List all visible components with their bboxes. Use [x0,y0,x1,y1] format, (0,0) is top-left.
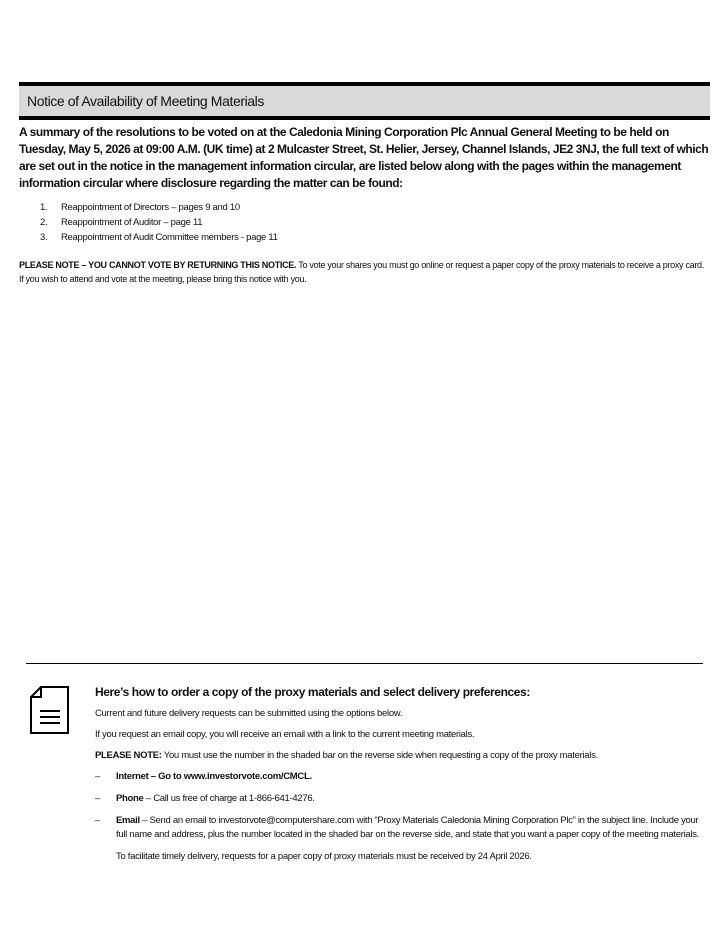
vote-note [19,258,709,286]
note-label: PLEASE NOTE: [95,750,162,761]
item-text: Reappointment of Directors – pages 9 and 10 [61,202,240,213]
option-label: Email [116,815,140,826]
section-header [19,82,710,120]
option-text: – Go to [148,771,184,782]
order-heading: Here’s how to order a copy of the proxy materials and select delivery preferences: [95,685,530,699]
dash: – [95,793,100,804]
order-note [95,749,705,762]
note-bold: PLEASE NOTE – YOU CANNOT VOTE BY RETURNING THIS NOTICE. [19,260,297,270]
option-internet [95,770,705,784]
note-text: You must use the number in the shaded bar on the reverse side when requesting a copy of the proxy materials. [161,750,598,761]
option-text: – Call us free of charge at 1-866-641-4276. [143,793,315,804]
option-phone [95,792,705,806]
option-text: – Send an email to investorvote@computershare.com with “Proxy Materials Caledonia Mining Corporation Plc” in the subject line. Include your full name and address, plus the number located in the shaded bar on the reverse side, and state that you want a paper copy of the meeting materials. [116,815,699,840]
intro-paragraph: A summary of the resolutions to be voted on at the Caledonia Mining Corporation Plc Annual General Meeting to be held on Tuesday, May 5, 2026 at 09:00 A.M. (UK time) at 2 Mulcaster Street, St. Helier, Jersey, Channel Islands, JE2 3NJ, the full text of which are set out in the notice in the management information circular, are listed below along with the pages within the management information circular where disclosure regarding the matter can be found: [19,125,709,190]
list-item [40,200,278,215]
option-label: Internet [116,771,149,782]
item-text: Reappointment of Audit Committee members - page 11 [61,232,278,243]
order-section [95,685,705,871]
list-item [40,215,278,230]
item-text: Reappointment of Auditor – page 11 [61,217,203,228]
dash: – [95,771,100,782]
item-number: 1. [40,202,48,213]
option-label: Phone [116,793,144,804]
list-item [40,230,278,245]
section-title: Notice of Availability of Meeting Materials [27,93,264,109]
option-email [95,814,705,842]
item-number: 2. [40,217,48,228]
divider [26,663,703,664]
resolution-list [40,200,278,245]
order-p1: Current and future delivery requests can be submitted using the options below. [95,708,403,719]
order-p2: If you request an email copy, you will receive an email with a link to the current meeting materials. [95,729,475,740]
dash: – [95,815,100,826]
investorvote-link[interactable]: www.investorvote.com/CMCL. [183,771,312,782]
deadline-text: To facilitate timely delivery, requests for a paper copy of proxy materials must be received by 24 April 2026. [116,851,532,862]
note-text: To vote your shares you must go online or request a paper copy of the proxy materials to receive a proxy card. If you wish to attend and vote at the meeting, please bring this notice with you. [19,260,704,284]
item-number: 3. [40,232,48,243]
document-icon [29,685,71,740]
